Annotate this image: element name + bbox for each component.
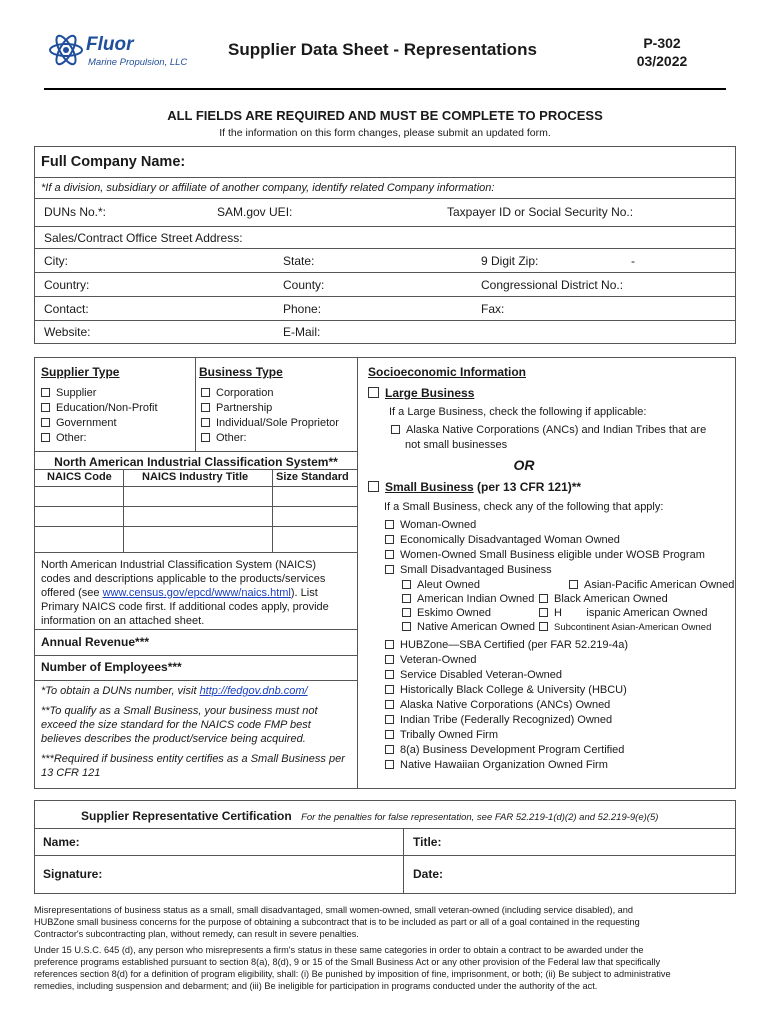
small-business-note: **To qualify as a Small Business, your business must not exceed the size standard for the NAICS code FMP best believes describes the product/service being acquired. — [41, 705, 318, 745]
required-notice: ALL FIELDS ARE REQUIRED AND MUST BE COMPLETE TO PROCESS — [167, 108, 603, 123]
state-field[interactable]: State: — [283, 254, 315, 268]
checkbox-icon[interactable] — [385, 535, 394, 544]
full-company-name-label: Full Company Name: — [41, 154, 186, 170]
veteran-owned-option[interactable]: Veteran-Owned — [385, 654, 476, 666]
duns-note: *To obtain a DUNs number, visit http://fedgov.dnb.com/ — [41, 685, 308, 697]
employees-field[interactable]: Number of Employees*** — [41, 660, 182, 674]
title-field[interactable]: Title: — [413, 835, 442, 849]
native-hawaiian-option[interactable]: Native Hawaiian Organization Owned Firm — [385, 759, 608, 771]
checkbox-icon[interactable] — [569, 580, 578, 589]
small-business-option[interactable]: Small Business (per 13 CFR 121)** — [368, 480, 581, 494]
left-column — [34, 357, 358, 789]
tribally-owned-option[interactable]: Tribally Owned Firm — [385, 729, 498, 741]
wosb-option[interactable]: Women-Owned Small Business eligible under WOSB Program — [385, 549, 705, 561]
naics-link[interactable]: www.census.gov/epcd/www/naics.html — [102, 587, 291, 599]
checkbox-icon[interactable] — [385, 715, 394, 724]
checkbox-icon[interactable] — [385, 685, 394, 694]
update-notice: If the information on this form changes, please submit an updated form. — [219, 127, 551, 139]
misrepresentation-paragraph: Misrepresentations of business status as a small, small disadvantaged, small women-owned, small veteran-owned (including service disabled), and HUBZone small business concerns for the purpose of obtaining a subcontract that is to be included as part or all of a goal contained in the requesting Contractor's subcontracting plan, without remedy, can result in severe penalties. — [34, 905, 640, 939]
checkbox-icon[interactable] — [402, 580, 411, 589]
form-id — [622, 34, 702, 70]
checkbox-icon[interactable] — [385, 760, 394, 769]
county-field[interactable]: County: — [283, 278, 325, 292]
affiliate-note: *If a division, subsidiary or affiliate of another company, identify related Company information: — [41, 182, 495, 194]
business-type-corporation[interactable]: Corporation — [201, 387, 273, 399]
dnb-link[interactable]: http://fedgov.dnb.com/ — [199, 685, 308, 697]
checkbox-icon[interactable] — [41, 388, 50, 397]
date-field[interactable]: Date: — [413, 867, 444, 881]
naics-title-header: NAICS Industry Title — [142, 471, 249, 483]
checkbox-icon[interactable] — [385, 640, 394, 649]
duns-field[interactable]: DUNs No.*: — [44, 205, 107, 219]
naics-row[interactable] — [35, 506, 357, 507]
indian-tribe-option[interactable]: Indian Tribe (Federally Recognized) Owned — [385, 714, 612, 726]
city-field[interactable]: City: — [44, 254, 68, 268]
checkbox-icon[interactable] — [201, 433, 210, 442]
congressional-district-field[interactable]: Congressional District No.: — [481, 278, 624, 292]
socioeconomic-section — [358, 357, 736, 789]
edwosb-option[interactable]: Economically Disadvantaged Woman Owned — [385, 534, 620, 546]
anc-large-option-cont: not small businesses — [405, 439, 508, 451]
hubzone-option[interactable]: HUBZone—SBA Certified (per FAR 52.219-4a) — [385, 639, 628, 651]
page-title: Supplier Data Sheet - Representations — [228, 40, 537, 59]
checkbox-icon[interactable] — [41, 418, 50, 427]
header-divider — [44, 88, 726, 90]
naics-heading: North American Industrial Classification System** — [54, 455, 338, 469]
checkbox-icon[interactable] — [201, 403, 210, 412]
form-date: 03/2022 — [636, 53, 688, 69]
woman-owned-option[interactable]: Woman-Owned — [385, 519, 476, 531]
brand-subtitle: Marine Propulsion, LLC — [88, 57, 188, 68]
name-field[interactable]: Name: — [43, 835, 80, 849]
hbcu-option[interactable]: Historically Black College & University (HBCU) — [385, 684, 627, 696]
american-indian-option[interactable]: American Indian Owned — [402, 593, 534, 605]
certification-header: Supplier Representative Certification For the penalties for false representation, see FAR 52.219-1(d)(2) and 52.219-9(e)(5) — [81, 809, 659, 823]
naics-code-header: NAICS Code — [47, 471, 112, 483]
checkbox-icon[interactable] — [41, 433, 50, 442]
sdb-option[interactable]: Small Disadvantaged Business — [385, 564, 552, 576]
checkbox-icon[interactable] — [368, 387, 379, 398]
checkbox-icon[interactable] — [402, 608, 411, 617]
anc-large-option[interactable]: Alaska Native Corporations (ANCs) and Indian Tribes that are — [391, 424, 706, 436]
checkbox-icon[interactable] — [385, 565, 394, 574]
small-business-note: If a Small Business, check any of the following that apply: — [384, 501, 664, 513]
company-info-section — [34, 146, 736, 344]
website-field[interactable]: Website: — [44, 325, 91, 339]
large-business-option[interactable]: Large Business — [368, 386, 474, 400]
checkbox-icon[interactable] — [539, 608, 548, 617]
checkbox-icon[interactable] — [385, 550, 394, 559]
required-note: ***Required if business entity certifies as a Small Business per 13 CFR 121 — [41, 753, 345, 779]
company-logo — [46, 30, 206, 72]
taxpayer-id-field[interactable]: Taxpayer ID or Social Security No.: — [447, 205, 634, 219]
checkbox-icon[interactable] — [391, 425, 400, 434]
phone-field[interactable]: Phone: — [283, 302, 322, 316]
business-type-partnership[interactable]: Partnership — [201, 402, 272, 414]
asian-pacific-option[interactable]: Asian-Pacific American Owned — [569, 579, 734, 591]
anc-owned-option[interactable]: Alaska Native Corporations (ANCs) Owned — [385, 699, 610, 711]
signature-field[interactable]: Signature: — [43, 867, 103, 881]
checkbox-icon[interactable] — [385, 670, 394, 679]
email-field[interactable]: E-Mail: — [283, 325, 321, 339]
large-business-note: If a Large Business, check the following if applicable: — [389, 406, 647, 418]
annual-revenue-field[interactable]: Annual Revenue*** — [41, 635, 150, 649]
aleut-option[interactable]: Aleut Owned — [402, 579, 480, 591]
fax-field[interactable]: Fax: — [481, 302, 505, 316]
black-american-option[interactable]: Black American Owned — [539, 593, 668, 605]
sdvosb-option[interactable]: Service Disabled Veteran-Owned — [385, 669, 562, 681]
socioeconomic-heading: Socioeconomic Information — [368, 365, 527, 379]
checkbox-icon[interactable] — [402, 622, 411, 631]
checkbox-icon[interactable] — [385, 520, 394, 529]
naics-description: North American Industrial Classification System (NAICS) codes and descriptions applicable to the products/services offered (see www.census.gov/epcd/www/naics.html). List Primary NAICS code first. If additional codes apply, provide information on an attached sheet. — [41, 559, 329, 627]
country-field[interactable]: Country: — [44, 278, 90, 292]
checkbox-icon[interactable] — [539, 594, 548, 603]
atom-icon — [48, 32, 84, 68]
supplier-type-education[interactable]: Education/Non-Profit — [41, 402, 158, 414]
business-type-heading: Business Type — [199, 365, 283, 379]
naics-row[interactable] — [35, 526, 357, 527]
eskimo-option[interactable]: Eskimo Owned — [402, 607, 491, 619]
business-type-other[interactable]: Other: — [201, 432, 247, 444]
contact-field[interactable]: Contact: — [44, 302, 89, 316]
zip-dash: - — [631, 254, 635, 268]
checkbox-icon[interactable] — [385, 700, 394, 709]
supplier-type-heading: Supplier Type — [41, 365, 120, 379]
certification-section — [34, 800, 736, 894]
supplier-type-other[interactable]: Other: — [41, 432, 87, 444]
supplier-type-government[interactable]: Government — [41, 417, 117, 429]
checkbox-icon[interactable] — [368, 481, 379, 492]
checkbox-icon[interactable] — [41, 403, 50, 412]
subcontinent-asian-option[interactable]: Subcontinent Asian-American Owned — [539, 622, 711, 633]
native-american-option[interactable]: Native American Owned — [402, 621, 535, 633]
checkbox-icon[interactable] — [385, 730, 394, 739]
street-address-field[interactable]: Sales/Contract Office Street Address: — [44, 231, 243, 245]
hispanic-american-option[interactable]: H ispanic American Owned — [539, 607, 707, 619]
or-divider: OR — [513, 457, 535, 473]
brand-name: Fluor — [86, 34, 134, 55]
checkbox-icon[interactable] — [201, 388, 210, 397]
sam-uei-field[interactable]: SAM.gov UEI: — [217, 205, 293, 219]
zip-field[interactable]: 9 Digit Zip: — [481, 254, 539, 268]
checkbox-icon[interactable] — [385, 745, 394, 754]
checkbox-icon[interactable] — [385, 655, 394, 664]
checkbox-icon[interactable] — [402, 594, 411, 603]
supplier-type-supplier[interactable]: Supplier — [41, 387, 96, 399]
checkbox-icon[interactable] — [539, 622, 548, 631]
form-number: P-302 — [643, 35, 681, 51]
checkbox-icon[interactable] — [201, 418, 210, 427]
business-type-individual[interactable]: Individual/Sole Proprietor — [201, 417, 339, 429]
naics-size-header: Size Standard — [276, 471, 349, 483]
usc-paragraph: Under 15 U.S.C. 645 (d), any person who misrepresents a firm's status in these same categories in order to obtain a contract to be awarded under the preference programs established pursuant to section 8(a), 8(d), 9 or 15 of the Small Business Act or any other provision of the Federal law that specifically references section 8(d) for a definition of program eligibility, shall: (i) Be punished by imposition of fine, imprisonment, or both; (ii) Be subject to administrative remedies, including suspension and debarment; and (iii) Be ineligible for participation in programs conducted under the authority of the act. — [34, 945, 671, 991]
8a-option[interactable]: 8(a) Business Development Program Certified — [385, 744, 624, 756]
